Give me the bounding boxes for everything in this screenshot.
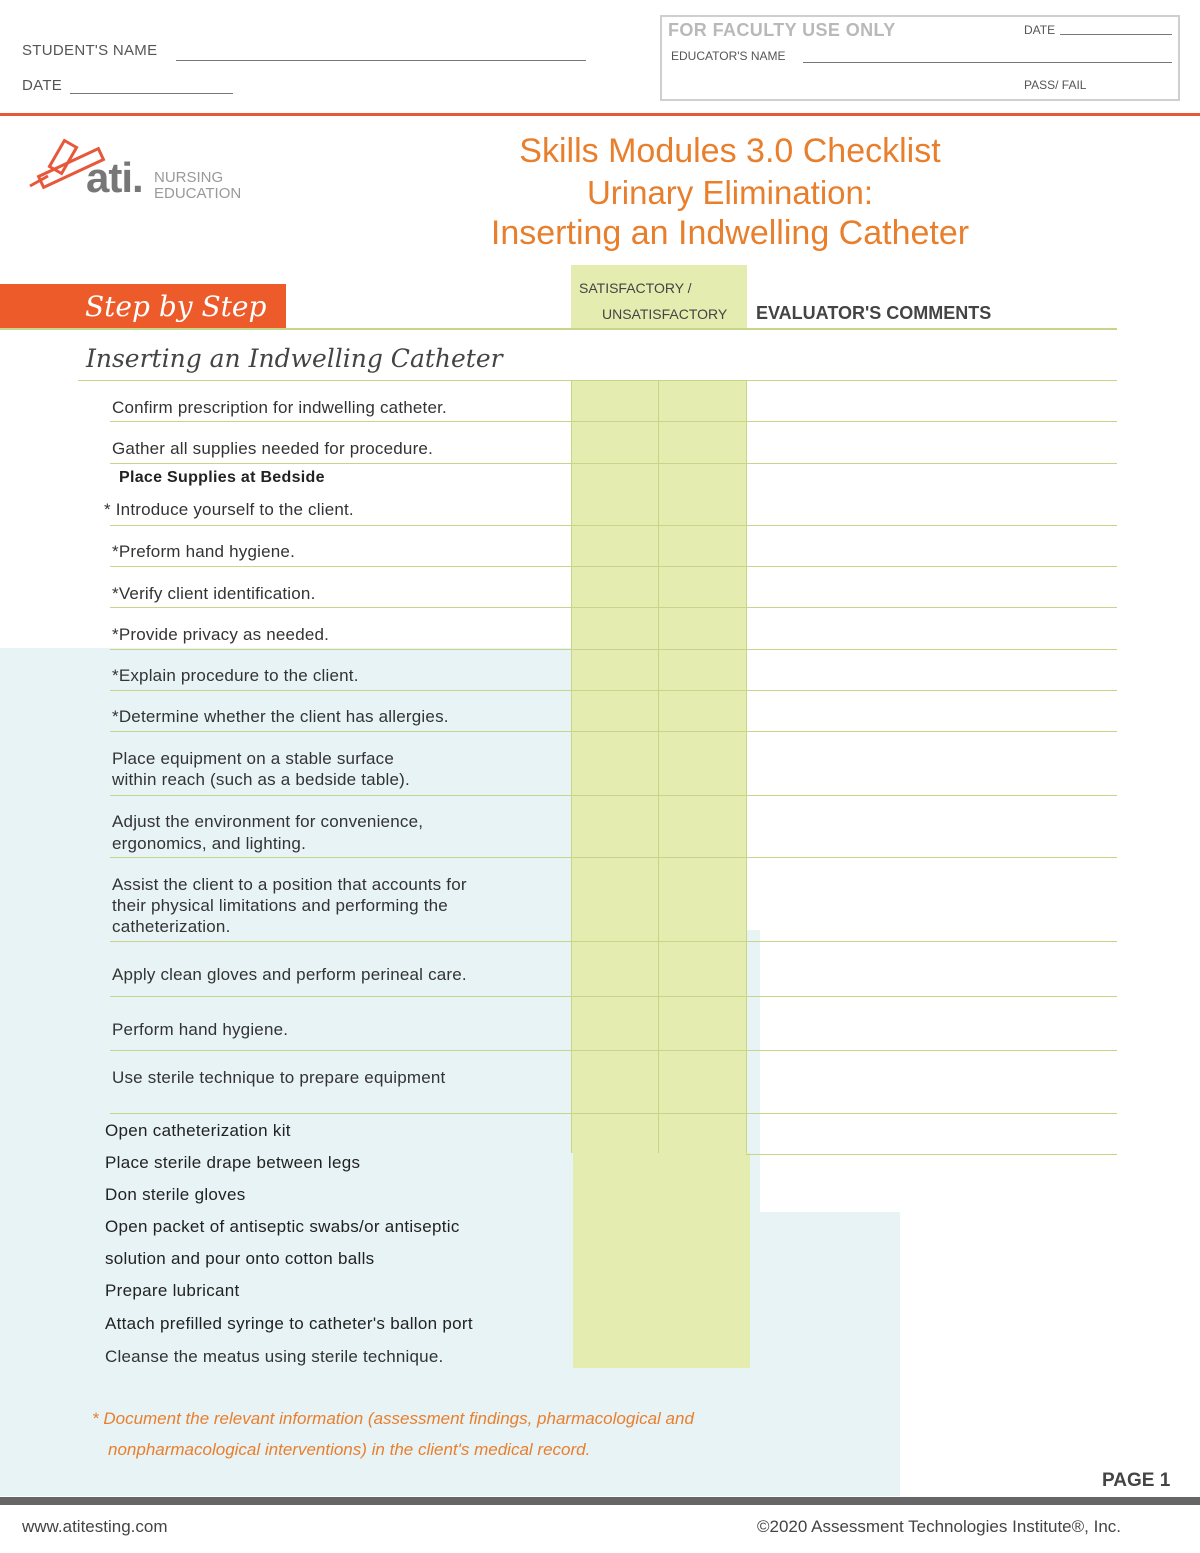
footnote-line1: * Document the relevant information (assessment findings, pharmacological and (92, 1409, 694, 1428)
row-rule (110, 690, 1117, 691)
row-rule (110, 731, 1117, 732)
row-rule (110, 525, 1117, 526)
step-item: Open packet of antiseptic swabs/or antiseptic (105, 1217, 460, 1236)
comments-label: EVALUATOR'S COMMENTS (756, 303, 992, 323)
step-item: Don sterile gloves (105, 1185, 246, 1204)
website-link[interactable]: www.atitesting.com (22, 1517, 168, 1536)
footnote-line2: nonpharmacological interventions) in the client's medical record. (108, 1440, 591, 1459)
student-name-label: STUDENT'S NAME (22, 42, 158, 59)
column-divider (658, 381, 659, 1153)
step-item: solution and pour onto cotton balls (105, 1249, 375, 1268)
row-rule (110, 607, 1117, 608)
faculty-title: FOR FACULTY USE ONLY (668, 20, 896, 40)
ati-logo (28, 136, 258, 206)
evaluation-column (571, 381, 747, 1153)
row-rule (110, 1050, 1117, 1051)
row-rule (110, 649, 1117, 650)
title-line3: Inserting an Indwelling Catheter (490, 214, 970, 252)
step-item: * Introduce yourself to the client. (104, 500, 354, 519)
logo-line2: EDUCATION (154, 185, 242, 202)
faculty-date-label: DATE (1024, 23, 1056, 37)
row-rule (110, 795, 1117, 796)
step-item: Apply clean gloves and perform perineal care. (112, 965, 467, 984)
pass-fail-label: PASS/ FAIL (1024, 78, 1087, 92)
step-subheading: Place Supplies at Bedside (119, 469, 325, 486)
step-item: *Verify client identification. (112, 584, 316, 603)
row-rule (110, 857, 1117, 858)
step-item: *Provide privacy as needed. (112, 625, 330, 644)
footer-bar (0, 1497, 1200, 1505)
header-rule (0, 328, 1117, 330)
header-divider (0, 113, 1200, 116)
step-item: ergonomics, and lighting. (112, 834, 307, 853)
title-line2: Urinary Elimination: (586, 174, 874, 211)
row-rule (110, 463, 1117, 464)
step-item: Adjust the environment for convenience, (112, 812, 424, 831)
column-divider (571, 381, 572, 1153)
step-item: within reach (such as a bedside table). (112, 770, 410, 789)
row-rule (110, 941, 1117, 942)
row-rule (110, 421, 1117, 422)
unsatisfactory-label: UNSATISFACTORY (602, 306, 728, 322)
step-item: catheterization. (112, 917, 231, 936)
step-item: their physical limitations and performing the (112, 896, 448, 915)
step-item: Place equipment on a stable surface (112, 749, 395, 768)
copyright: ©2020 Assessment Technologies Institute®, Inc. (757, 1517, 1121, 1536)
student-name-field[interactable] (176, 60, 586, 61)
step-by-step-banner: Step by Step (0, 284, 286, 329)
date-label: DATE (22, 77, 63, 94)
row-rule (746, 1154, 1117, 1155)
logo-line1: NURSING (154, 169, 224, 186)
section-heading: Inserting an Indwelling Catheter (86, 344, 503, 373)
step-item: Confirm prescription for indwelling catheter. (112, 398, 447, 417)
educator-name-label: EDUCATOR'S NAME (671, 49, 786, 63)
step-item: Use sterile technique to prepare equipment (112, 1068, 446, 1087)
step-item: *Explain procedure to the client. (112, 666, 359, 685)
title-line1: Skills Modules 3.0 Checklist (519, 132, 941, 170)
satisfactory-label: SATISFACTORY / (579, 280, 692, 296)
faculty-date-field[interactable] (1060, 34, 1172, 35)
page-number: PAGE 1 (1102, 1470, 1171, 1491)
column-divider (746, 381, 747, 1153)
step-item: Attach prefilled syringe to catheter's ballon port (105, 1314, 473, 1333)
row-rule (110, 1113, 1117, 1114)
date-field[interactable] (70, 93, 233, 94)
evaluation-column-lower (573, 1153, 750, 1368)
step-item: *Determine whether the client has allergies. (112, 707, 449, 726)
step-item: Place sterile drape between legs (105, 1153, 361, 1172)
step-item: *Preform hand hygiene. (112, 542, 296, 561)
educator-name-field[interactable] (803, 62, 1172, 63)
row-rule (110, 566, 1117, 567)
row-rule (110, 996, 1117, 997)
step-item: Gather all supplies needed for procedure. (112, 439, 434, 458)
step-item: Cleanse the meatus using sterile technique. (105, 1347, 444, 1366)
step-item: Assist the client to a position that accounts for (112, 875, 467, 894)
step-item: Perform hand hygiene. (112, 1020, 289, 1039)
step-item: Open catheterization kit (105, 1121, 291, 1140)
step-item: Prepare lubricant (105, 1281, 240, 1300)
logo-brand: ati. (86, 154, 143, 201)
